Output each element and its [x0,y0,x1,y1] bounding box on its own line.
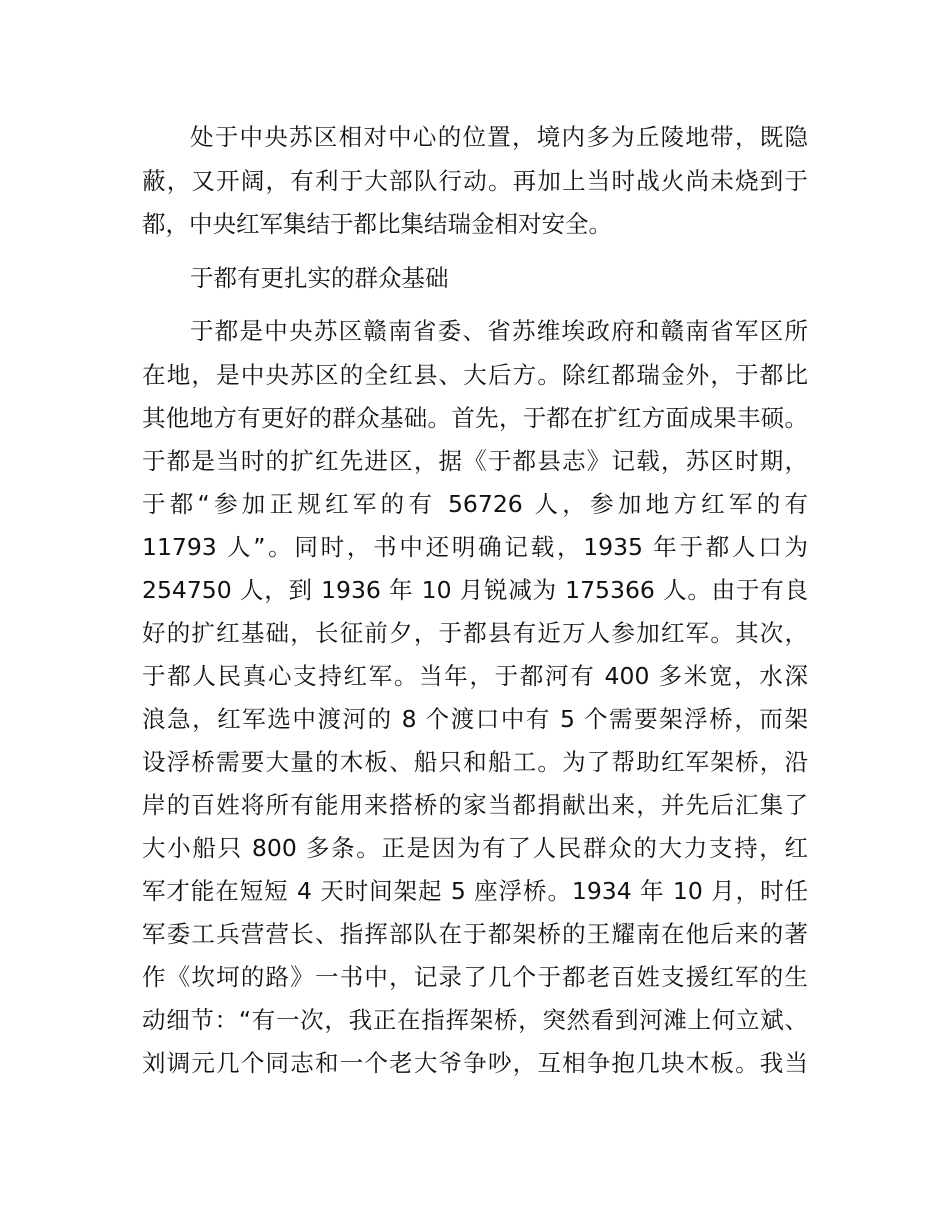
paragraph-line: 11793 人”。同时，书中还明确记载，1935 年于都人口为 [142,533,808,561]
paragraph-line: 其他地方有更好的群众基础。首先，于都在扩红方面成果丰硕。 [142,404,808,432]
paragraph-line: 浪急，红军选中渡河的 8 个渡口中有 5 个需要架浮桥，而架 [142,705,808,733]
paragraph-line: 军才能在短短 4 天时间架起 5 座浮桥。1934 年 10 月，时任 [142,877,808,905]
paragraph-line: 岸的百姓将所有能用来搭桥的家当都捐献出来，并先后汇集了 [142,791,808,819]
paragraph-line: 好的扩红基础，长征前夕，于都县有近万人参加红军。其次， [142,619,808,647]
paragraph-line: 都，中央红军集结于都比集结瑞金相对安全。 [142,210,612,238]
paragraph-line: 设浮桥需要大量的木板、船只和船工。为了帮助红军架桥，沿 [142,748,808,776]
paragraph-line: 军委工兵营营长、指挥部队在于都架桥的王耀南在他后来的著 [142,920,808,948]
paragraph-line: 处于中央苏区相对中心的位置，境内多为丘陵地带，既隐 [190,123,808,151]
paragraph-line: 动细节：“有一次，我正在指挥架桥，突然看到河滩上何立斌、 [142,1006,808,1034]
paragraph-line: 作《坎坷的路》一书中，记录了几个于都老百姓支援红军的生 [142,963,808,991]
paragraph-line: 在地，是中央苏区的全红县、大后方。除红都瑞金外，于都比 [142,361,808,389]
paragraph-line: 于都人民真心支持红军。当年，于都河有 400 多米宽，水深 [142,662,808,690]
paragraph-line: 于都是中央苏区赣南省委、省苏维埃政府和赣南省军区所 [190,317,808,345]
paragraph-line: 大小船只 800 多条。正是因为有了人民群众的大力支持，红 [142,834,808,862]
paragraph-line: 于都是当时的扩红先进区，据《于都县志》记载，苏区时期， [142,447,808,475]
paragraph-line: 刘调元几个同志和一个老大爷争吵，互相争抱几块木板。我当 [142,1049,808,1077]
section-heading: 于都有更扎实的群众基础 [190,264,449,292]
paragraph-line: 蔽，又开阔，有利于大部队行动。再加上当时战火尚未烧到于 [142,167,808,195]
paragraph-line: 254750 人，到 1936 年 10 月锐减为 175366 人。由于有良 [142,576,808,604]
paragraph-line: 于都“参加正规红军的有 56726 人，参加地方红军的有 [142,490,808,518]
